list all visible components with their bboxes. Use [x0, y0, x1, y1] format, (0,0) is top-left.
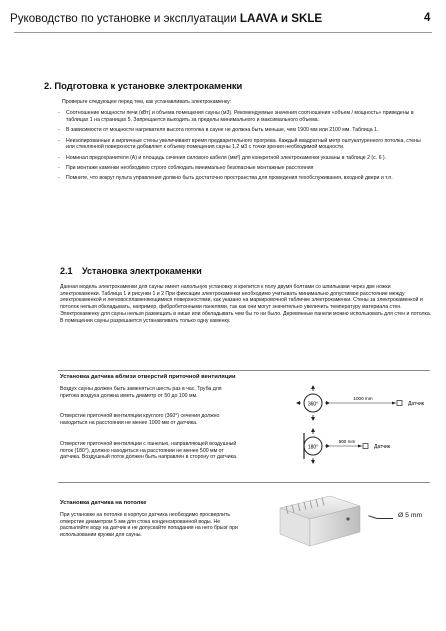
- vent-360-icon: [296, 385, 330, 421]
- installation-text: Данная модель электрокаменки для сауны имеет напольную установку и крепится к полу двумя болтами со шпильками через две ножки электрокаменки. Таблица 1 и рисунки 1 и 2 При фиксации электрокаменки необходимо учитывать минимально допустимое расстояние между электрокаменкой и легковоспламеняющимися поверхностями, как указано на маркировочной табличке электрокаменки. Стены за электрокаменкой и потолок нельзя обкладывать, например, фибробетонными панелями, так как они могут значительно увеличить температуру материала стен. Электрокаменку для сауны нельзя размещать в нише или обкладывать чем бы то ни было. Деревянные панели можно использовать для стен и потолка.: [60, 284, 432, 317]
- drain-hole-icon: [346, 517, 349, 520]
- checklist-item: - Соотношение мощности печи (кВт) и объема помещения сауны (м3). Рекомендуемые значения соотношения «объем / мощность» приведены в таблицах 1 на страницах 5. Запрещается выходить за пределы минимального и максимального объема.: [58, 110, 428, 124]
- section-2-heading: 2. Подготовка к установке электрокаменки: [44, 80, 243, 91]
- ceiling-text: При установке на потолке в корпусе датчика необходимо просверлить отверстие диаметром 5 мм для стока конденсированной воды. Не распыляйте воду на датчик и не допускайте попадания на него брызг при использовании кружки для сауны.: [60, 512, 238, 539]
- page-number: 4: [424, 12, 431, 24]
- vent-360-distance: 1000 mm: [353, 396, 373, 401]
- ventilation-text-2: Отверстие приточной вентиляции круглого (360°) сечения должно находиться на расстоянии не менее 1000 мм от датчика.: [60, 413, 220, 426]
- vent-360-diagram: [296, 385, 436, 421]
- checklist-item: - Неизолированные и кирпичные стены увеличивают время предварительного прогрева. Каждый квадратный метр оштукатуренного потолка, стены или стеклянной поверхности добавляет к объему помещения сауны 1,2 м3 с точки зрения необходимой мощности.: [58, 138, 428, 152]
- ceiling-heading: Установка датчика на потолке: [60, 500, 147, 506]
- installation-note: В помещении сауны разрешается устанавливать только одну каменку.: [60, 317, 231, 324]
- checklist-item: - Номинал предохранителя (А) и площадь сечения силового кабеля (мм²) для конкретной электрокаменки указаны в таблице 2 (с. 6 ).: [58, 155, 428, 162]
- checklist-item: - Помните, что вокруг пульта управления должно быть достаточно пространства для проведения техобслуживания, входной двери и т.п.: [58, 175, 428, 182]
- sensor-label: Датчик: [408, 401, 424, 407]
- header-divider: [14, 32, 432, 33]
- sensor-label: Датчик: [374, 444, 390, 450]
- ventilation-text-1: Воздух сауны должен быть заменяться шесть раз в час. Труба для притока воздуха должна иметь диаметр от 50 до 100 мм.: [60, 386, 222, 399]
- sensor-icon: [363, 444, 368, 449]
- section-number: 2.1: [60, 266, 73, 276]
- subsection-divider: [58, 370, 430, 371]
- vent-180-diagram: [296, 428, 436, 464]
- section-title: Установка электрокаменки: [82, 266, 202, 276]
- hole-diameter-label: Ø 5 mm: [398, 512, 423, 519]
- vent-360-angle: 360°: [307, 401, 319, 408]
- section-2-1-heading: [60, 266, 202, 276]
- sensor-icon: [397, 401, 402, 406]
- page-header-title: [10, 12, 322, 25]
- checklist: [58, 110, 428, 186]
- checklist-item: - При монтаже каменки необходимо строго соблюдать минимально безопасные монтажные расстояния: [58, 165, 428, 172]
- subsection-divider: [58, 482, 430, 483]
- sensor-photo: [272, 492, 368, 552]
- section-2-intro: Проверьте следующее перед тем, как устанавливать электрокаменку:: [62, 99, 232, 105]
- ventilation-text-3: Отверстие приточной вентиляции с панелью, направляющей воздушный поток (180°), должно находиться на расстоянии не менее 500 мм от датчика. Воздушный поток должен быть направлен в сторону от датчика.: [60, 441, 238, 461]
- hole-pointer-line: [377, 518, 393, 519]
- header-title-prefix: Руководство по установке и эксплуатации: [10, 12, 237, 25]
- checklist-item: - В зависимости от мощности нагревателя высота потолка в сауне не должна быть меньше, чем 1900 мм или 2100 мм. Таблица 1.: [58, 127, 428, 134]
- vent-180-angle: 180°: [307, 444, 319, 451]
- ventilation-heading: Установка датчика вблизи отверстий приточной вентиляции: [60, 374, 236, 380]
- vent-180-distance: 500 mm: [338, 439, 356, 444]
- vent-180-icon: [304, 428, 330, 464]
- hole-pointer-line: [368, 515, 377, 518]
- header-title-product: LAAVA и SKLE: [239, 12, 323, 25]
- installation-paragraph: [60, 284, 432, 324]
